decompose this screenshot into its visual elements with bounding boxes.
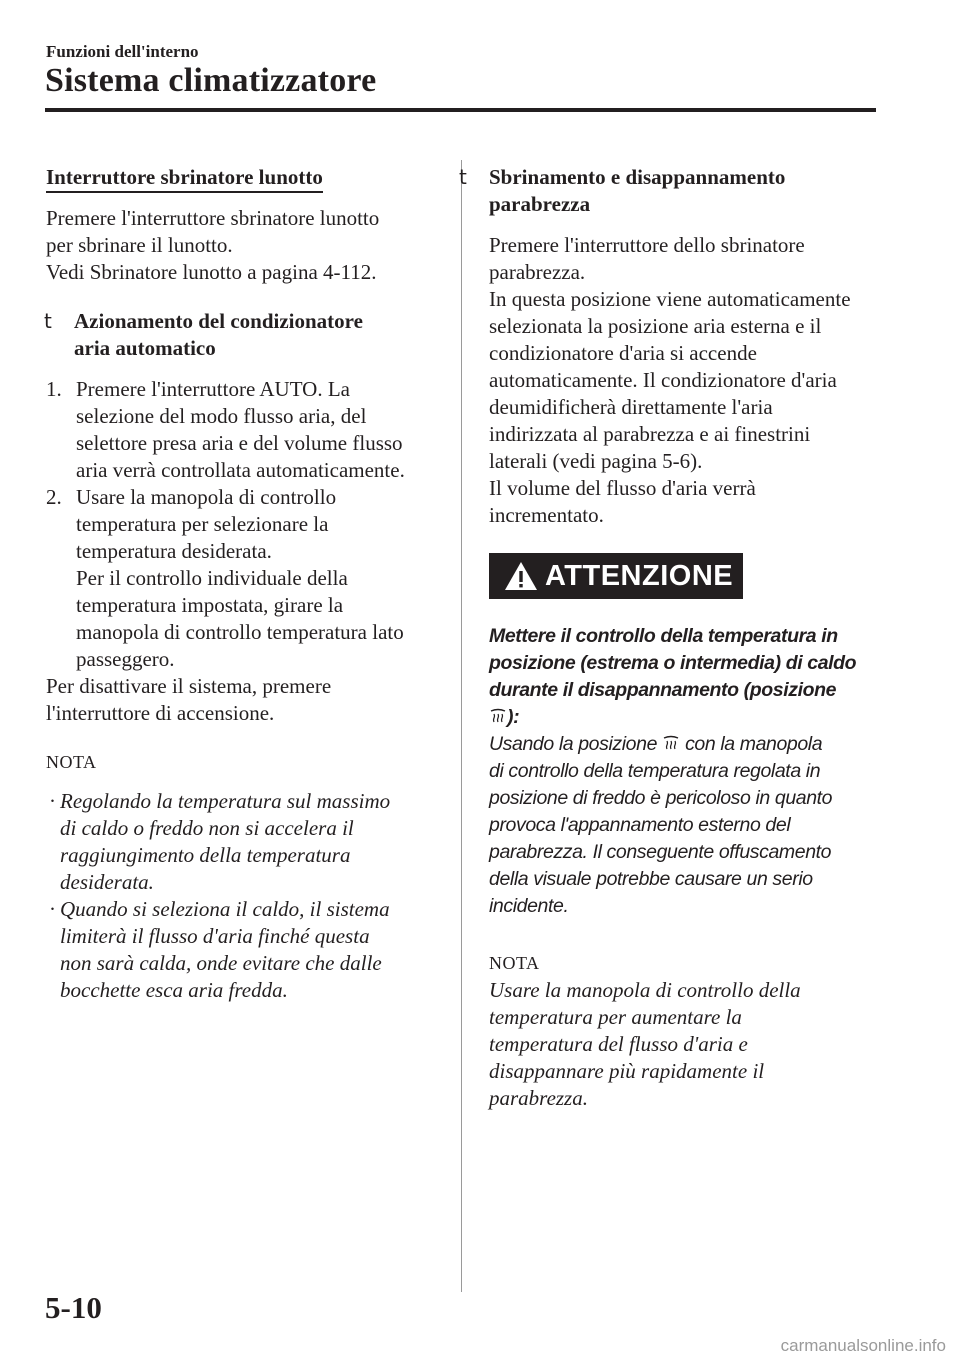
list-item [46,788,442,896]
warning-line: della visuale potrebbe causare un serio [489,868,813,890]
rear-defrost-line: per sbrinare il lunotto. [46,233,233,257]
step-line: selettore presa aria e del volume flusso [76,431,403,455]
left-column [46,164,442,1004]
rear-defrost-title: Interruttore sbrinatore lunotto [46,165,323,193]
windshield-line: parabrezza. [489,260,586,284]
nota-line: parabrezza. [489,1086,588,1110]
nota-line: temperatura del flusso d'aria e [489,1032,748,1056]
windshield-line: Il volume del flusso d'aria verrà [489,476,756,500]
nota-line: temperatura per aumentare la [489,1005,742,1029]
nota-line: disappannare più rapidamente il [489,1059,765,1083]
warning-line: posizione di freddo è pericoloso in quanto [489,787,833,809]
step-line: manopola di controllo temperatura lato [76,620,404,644]
header-rule [45,108,876,112]
windshield-line: incrementato. [489,503,604,527]
windshield-line: selezionata la posizione aria esterna e il [489,314,822,338]
list-item [46,484,442,673]
windshield-line: condizionatore d'aria si accende [489,341,757,365]
auto-ac-title-line: Azionamento del condizionatore [74,309,363,333]
attenzione-banner [489,553,743,599]
nota-label: NOTA [489,953,540,973]
warning-line: parabrezza. Il conseguente offuscamento [489,841,832,863]
subsection-marker: t [44,309,52,333]
warning-line-pre: Usando la posizione [489,733,658,755]
warning-line: incidente. [489,895,569,917]
auto-ac-heading [46,308,442,362]
windshield-line: deumidificherà direttamente l'aria [489,395,773,419]
warning-line: provoca l'appannamento esterno del [489,814,791,836]
warning-line-post: con la manopola [685,733,823,755]
step-line: Per il controllo individuale della [76,566,348,590]
warning-bold-tail: ): [507,706,520,728]
bullet-line: Regolando la temperatura sul massimo [60,789,391,813]
windshield-line: In questa posizione viene automaticamente [489,287,851,311]
nota-line: Usare la manopola di controllo della [489,978,801,1002]
warning-line: di controllo della temperatura regolata in [489,760,821,782]
header-section-label: Funzioni dell'interno [46,42,199,61]
warning-bold-line: Mettere il controllo della temperatura in [489,625,838,647]
windshield-section [459,164,889,529]
windshield-line: indirizzata al parabrezza e ai finestrini [489,422,811,446]
windshield-line: Premere l'interruttore dello sbrinatore [489,233,805,257]
rear-defrost-line: Vedi Sbrinatore lunotto a pagina 4-112. [46,260,377,284]
attenzione-label: ATTENZIONE [545,559,734,592]
page-number: 5-10 [45,1290,102,1325]
step-line: passeggero. [76,647,175,671]
warning-bold-line: posizione (estrema o intermedia) di caldo [489,652,857,674]
windshield-defrost-icon [489,708,507,724]
bullet-line: bocchette esca aria fredda. [60,978,288,1002]
auto-ac-after-line: l'interruttore di accensione. [46,701,275,725]
windshield-defrost-icon [662,735,680,751]
rear-defrost-line: Premere l'interruttore sbrinatore lunotto [46,206,380,230]
windshield-title-line: Sbrinamento e disappannamento [489,165,786,189]
bullet-line: Quando si seleziona il caldo, il sistema [60,897,390,921]
step-number: 1. [46,377,62,401]
step-number: 2. [46,485,62,509]
bullet-dot: · [49,897,56,921]
page-title: Sistema climatizzatore [45,62,377,99]
windshield-title-line: parabrezza [489,192,591,216]
bullet-line: di caldo o freddo non si accelera il [60,816,354,840]
step-line: temperatura desiderata. [76,539,272,563]
bullet-line: non sarà calda, onde evitare che dalle [60,951,382,975]
step-line: temperatura impostata, girare la [76,593,344,617]
step-line: Premere l'interruttore AUTO. La [76,377,350,401]
warning-bold-line [489,704,889,731]
windshield-heading [461,164,889,218]
left-nota [46,749,442,1004]
warning-triangle-icon [503,560,539,592]
step-line: aria verrà controllata automaticamente. [76,458,405,482]
footer-watermark-url[interactable]: carmanualsonline.info [780,1336,946,1355]
nota-label: NOTA [46,752,97,772]
right-column [459,164,889,1112]
subsection-marker: t [459,165,467,189]
auto-ac-section [46,308,442,727]
right-nota [489,950,889,1112]
windshield-line: laterali (vedi pagina 5-6). [489,449,703,473]
list-item [46,896,442,1004]
column-divider [461,160,462,1292]
list-item [46,376,442,484]
step-line: temperatura per selezionare la [76,512,329,536]
bullet-line: limiterà il flusso d'aria finché questa [60,924,370,948]
attenzione-text [489,623,889,920]
bullet-dot: · [49,789,56,813]
step-line: Usare la manopola di controllo [76,485,337,509]
warning-line [489,731,889,758]
warning-bold-line: durante il disappannamento (posizione [489,679,837,701]
bullet-line: raggiungimento della temperatura [60,843,351,867]
rear-defrost-section [46,164,442,286]
windshield-line: automaticamente. Il condizionatore d'aria [489,368,837,392]
step-line: selezione del modo flusso aria, del [76,404,367,428]
auto-ac-steps [46,376,442,673]
auto-ac-title-line: aria automatico [74,336,216,360]
bullet-line: desiderata. [60,870,154,894]
auto-ac-after-line: Per disattivare il sistema, premere [46,674,332,698]
